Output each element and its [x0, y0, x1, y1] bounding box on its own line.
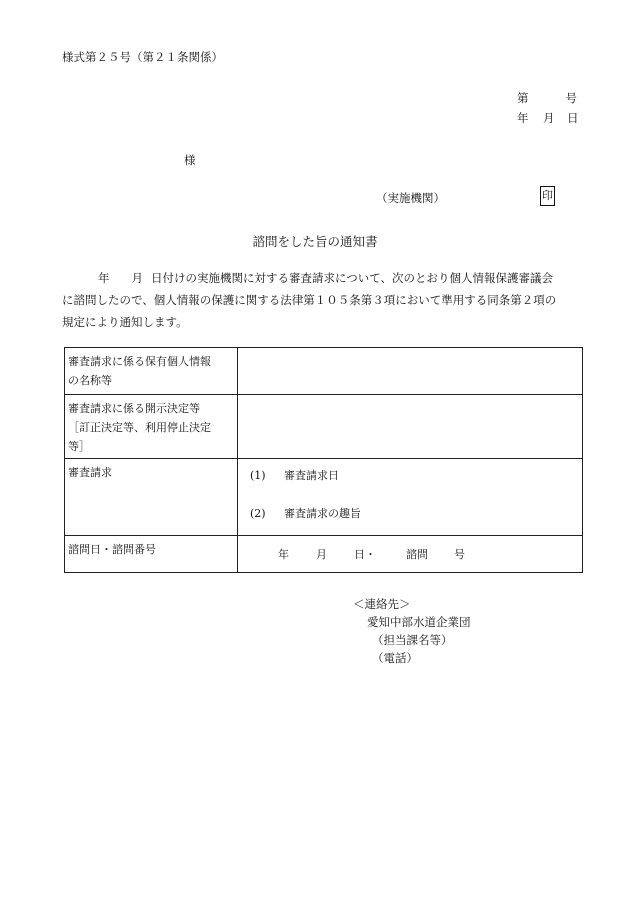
contact-heading: ＜連絡先＞	[353, 597, 411, 611]
contact-phone: （電話）	[372, 651, 418, 665]
disclosure-decision-value	[238, 395, 583, 459]
inquiry-month: 月	[316, 548, 327, 561]
review-request-purpose-item	[250, 505, 361, 521]
held-info-value	[238, 348, 583, 395]
date-year: 年	[517, 111, 529, 125]
date-month: 月	[543, 111, 555, 125]
inquiry-day: 日・	[354, 548, 376, 561]
body-line-3: 規定により通知します。	[62, 315, 188, 329]
table-row-disclosure-decision	[65, 395, 583, 459]
inquiry-value	[238, 536, 583, 573]
document-date	[517, 110, 579, 126]
table-row-review-request	[65, 459, 583, 536]
item-2-text: 審査請求の趣旨	[284, 507, 361, 520]
review-request-label: 審査請求	[65, 459, 238, 536]
seal-mark: 印	[540, 186, 555, 206]
disclosure-label-line-2: ［訂正決定等、利用停止決定	[68, 421, 211, 434]
inquiry-year: 年	[278, 548, 289, 561]
held-info-label	[65, 348, 238, 395]
body-line-2: に諮問したので、個人情報の保護に関する法律第１０５条第３項において準用する同条第２項の	[62, 293, 557, 307]
item-1-number: (1)	[250, 469, 266, 482]
table-row-held-info	[65, 348, 583, 395]
disclosure-label-line-1: 審査請求に係る開示決定等	[68, 402, 200, 415]
addressee-honorific: 様	[184, 153, 196, 167]
document-title: 諮問をした旨の通知書	[252, 234, 378, 249]
item-1-text: 審査請求日	[284, 469, 339, 482]
disclosure-decision-label	[65, 395, 238, 459]
body-year: 年	[98, 271, 110, 285]
inquiry-date-number	[278, 546, 465, 562]
inquiry-label: 諮問日・諮問番号	[65, 536, 238, 573]
date-day: 日	[567, 111, 579, 125]
body-line-1-rest: 日付けの実施機関に対する審査請求について、次のとおり個人情報保護審議会	[151, 271, 554, 285]
body-month: 月	[131, 271, 143, 285]
table-row-inquiry	[65, 536, 583, 573]
contact-dept: （担当課名等）	[372, 633, 453, 647]
form-number: 様式第２５号（第２１条関係）	[62, 50, 223, 64]
inquiry-word: 諮問	[406, 548, 428, 561]
held-info-label-line-1: 審査請求に係る保有個人情報	[68, 355, 211, 368]
review-request-date-item	[250, 467, 339, 483]
body-text	[62, 267, 594, 333]
held-info-label-line-2: の名称等	[68, 374, 112, 387]
doc-number-suffix: 号	[565, 91, 577, 105]
disclosure-label-line-3: 等］	[68, 440, 90, 453]
info-table	[64, 347, 583, 573]
doc-number-prefix: 第	[517, 91, 529, 105]
contact-org: 愛知中部水道企業団	[367, 615, 471, 629]
body-line-1	[62, 267, 594, 289]
review-request-value	[238, 459, 583, 536]
item-2-number: (2)	[250, 507, 266, 520]
inquiry-number: 号	[454, 548, 465, 561]
issuer-org: （実施機関）	[376, 191, 445, 205]
